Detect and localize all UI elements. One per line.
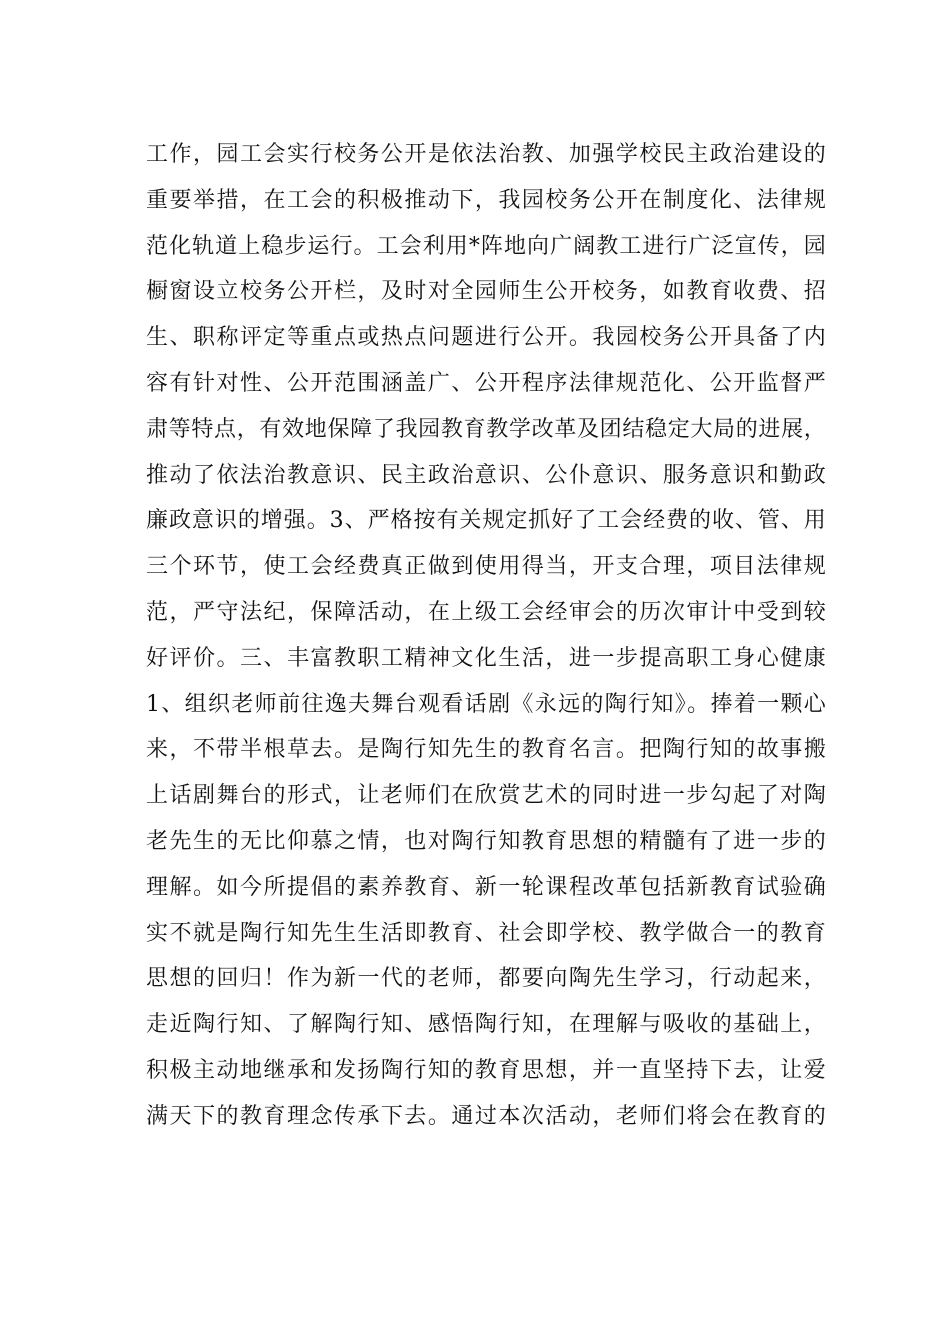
text-line: 廉政意识的增强。3、严格按有关规定抓好了工会经费的收、管、用 <box>146 508 826 534</box>
text-line: 上话剧舞台的形式，让老师们在欣赏艺术的同时进一步勾起了对陶 <box>146 783 826 809</box>
text-line: 推动了依法治教意识、民主政治意识、公仆意识、服务意识和勤政 <box>146 462 826 488</box>
text-line: 生、职称评定等重点或热点问题进行公开。我园校务公开具备了内 <box>146 325 826 351</box>
text-line: 好评价。三、丰富教职工精神文化生活，进一步提高职工身心健康 <box>146 645 826 671</box>
text-line: 走近陶行知、了解陶行知、感悟陶行知，在理解与吸收的基础上， <box>146 1012 826 1038</box>
text-line: 满天下的教育理念传承下去。通过本次活动，老师们将会在教育的 <box>146 1103 826 1129</box>
text-line: 橱窗设立校务公开栏，及时对全园师生公开校务，如教育收费、招 <box>146 279 826 305</box>
text-line: 实不就是陶行知先生生活即教育、社会即学校、教学做合一的教育 <box>146 920 826 946</box>
text-line: 工作，园工会实行校务公开是依法治教、加强学校民主政治建设的 <box>146 142 826 167</box>
text-line: 来，不带半根草去。是陶行知先生的教育名言。把陶行知的故事搬 <box>146 737 826 763</box>
text-line: 思想的回归！作为新一代的老师，都要向陶先生学习，行动起来， <box>146 966 826 992</box>
text-line: 1、组织老师前往逸夫舞台观看话剧《永远的陶行知》。捧着一颗心 <box>146 691 826 717</box>
body-text <box>146 132 826 1140</box>
text-line: 范化轨道上稳步运行。工会利用*阵地向广阔教工进行广泛宣传，园 <box>146 233 826 259</box>
text-line: 范，严守法纪，保障活动，在上级工会经审会的历次审计中受到较 <box>146 599 826 625</box>
text-line: 容有针对性、公开范围涵盖广、公开程序法律规范化、公开监督严 <box>146 370 826 396</box>
text-line: 积极主动地继承和发扬陶行知的教育思想，并一直坚持下去，让爱 <box>146 1057 826 1083</box>
text-line: 重要举措，在工会的积极推动下，我园校务公开在制度化、法律规 <box>146 187 826 213</box>
text-line: 理解。如今所提倡的素养教育、新一轮课程改革包括新教育试验确 <box>146 874 826 900</box>
text-line: 三个环节，使工会经费真正做到使用得当，开支合理，项目法律规 <box>146 554 826 580</box>
text-line: 肃等特点，有效地保障了我园教育教学改革及团结稳定大局的进展， <box>146 416 826 442</box>
text-line: 老先生的无比仰慕之情，也对陶行知教育思想的精髓有了进一步的 <box>146 828 826 854</box>
